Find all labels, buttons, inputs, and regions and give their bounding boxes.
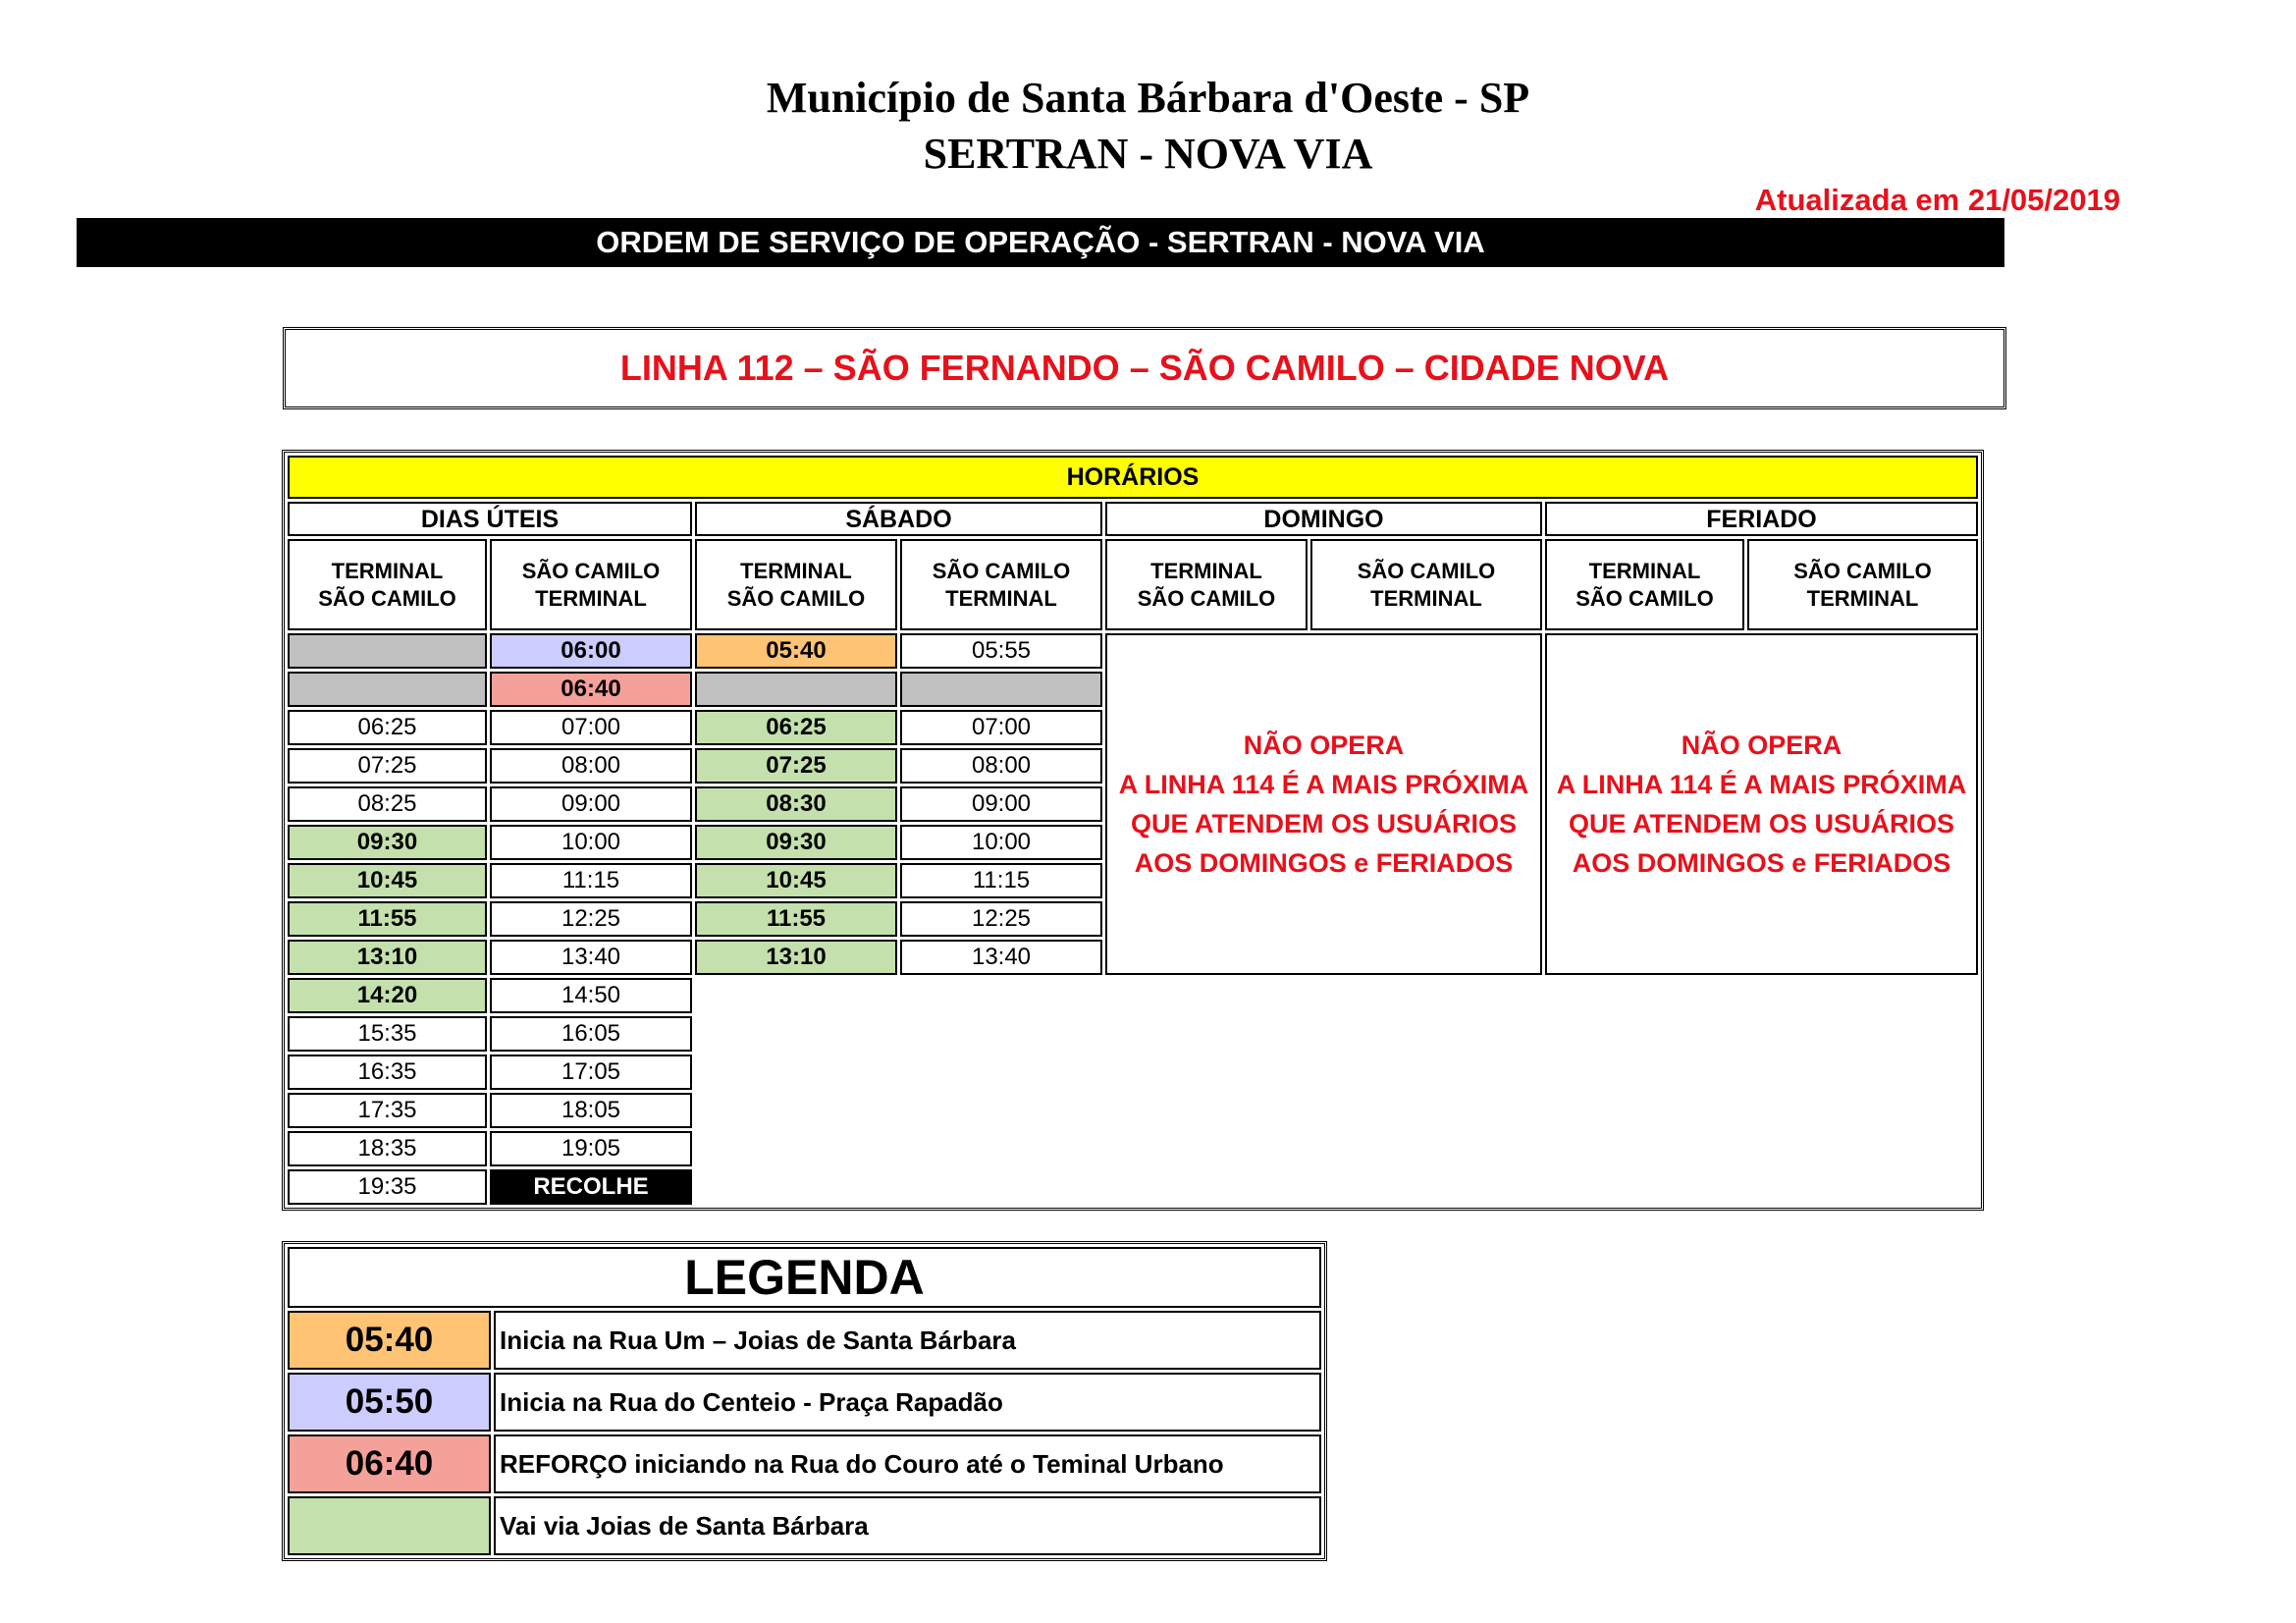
col-terminal-sao-camilo: TERMINAL SÃO CAMILO: [695, 539, 897, 630]
legend-row: [288, 1496, 1321, 1555]
time-cell: 15:35: [288, 1016, 487, 1052]
time-cell: 05:40: [695, 633, 897, 669]
legend-code: [288, 1496, 491, 1555]
time-cell: 09:30: [288, 825, 487, 860]
legend-description: Inicia na Rua do Centeio - Praça Rapadão: [494, 1373, 1321, 1432]
time-cell: 08:00: [900, 748, 1102, 784]
time-cell: [288, 633, 487, 669]
legend-code: 05:50: [288, 1373, 491, 1432]
time-cell: 06:25: [695, 710, 897, 745]
legend-row: [288, 1311, 1321, 1370]
legend-title: LEGENDA: [288, 1247, 1321, 1308]
time-cell: 11:55: [288, 901, 487, 937]
col-terminal-sao-camilo: TERMINAL SÃO CAMILO: [288, 539, 487, 630]
col-sao-camilo-terminal: SÃO CAMILO TERMINAL: [490, 539, 692, 630]
time-cell: 11:55: [695, 901, 897, 937]
time-cell: 06:00: [490, 633, 692, 669]
legend-description: REFORÇO iniciando na Rua do Couro até o Teminal Urbano: [494, 1434, 1321, 1493]
legend-code: 05:40: [288, 1311, 491, 1370]
legend-description: Inicia na Rua Um – Joias de Santa Bárbara: [494, 1311, 1321, 1370]
table-row: [288, 1093, 1978, 1128]
col-sao-camilo-terminal: SÃO CAMILO TERMINAL: [1747, 539, 1978, 630]
table-row: [288, 1055, 1978, 1090]
municipality-title: Município de Santa Bárbara d'Oeste - SP: [766, 74, 1530, 122]
time-cell: 19:05: [490, 1131, 692, 1166]
time-cell: 07:25: [288, 748, 487, 784]
time-cell: 08:25: [288, 786, 487, 822]
time-cell: 10:00: [900, 825, 1102, 860]
time-cell: 09:00: [490, 786, 692, 822]
day-sunday: DOMINGO: [1105, 502, 1542, 536]
time-cell: 14:20: [288, 978, 487, 1013]
day-holiday: FERIADO: [1545, 502, 1978, 536]
col-sao-camilo-terminal: SÃO CAMILO TERMINAL: [900, 539, 1102, 630]
time-cell: 11:15: [900, 863, 1102, 898]
time-cell: 10:00: [490, 825, 692, 860]
day-weekdays: DIAS ÚTEIS: [288, 502, 692, 536]
time-cell: 18:05: [490, 1093, 692, 1128]
recolhe-cell: RECOLHE: [490, 1169, 692, 1205]
time-cell: 12:25: [490, 901, 692, 937]
time-cell: 13:40: [900, 940, 1102, 975]
legend-row: [288, 1373, 1321, 1432]
time-cell: 13:10: [695, 940, 897, 975]
day-saturday: SÁBADO: [695, 502, 1102, 536]
schedule-header: HORÁRIOS: [288, 456, 1978, 499]
time-cell: 10:45: [695, 863, 897, 898]
updated-date: Atualizada em 21/05/2019: [1754, 183, 2120, 217]
time-cell: 08:30: [695, 786, 897, 822]
time-cell: [900, 672, 1102, 707]
legend-description: Vai via Joias de Santa Bárbara: [494, 1496, 1321, 1555]
time-cell: 10:45: [288, 863, 487, 898]
line-title: LINHA 112 – SÃO FERNANDO – SÃO CAMILO – CIDADE NOVA: [619, 348, 1670, 388]
table-row: [288, 1169, 1978, 1205]
time-cell: 05:55: [900, 633, 1102, 669]
company-title: SERTRAN - NOVA VIA: [923, 130, 1373, 178]
time-cell: 06:25: [288, 710, 487, 745]
table-row: [288, 1131, 1978, 1166]
holiday-not-operating: NÃO OPERA A LINHA 114 É A MAIS PRÓXIMA QUE ATENDEM OS USUÁRIOS AOS DOMINGOS e FERIADOS: [1545, 633, 1978, 975]
time-cell: 18:35: [288, 1131, 487, 1166]
time-cell: 09:30: [695, 825, 897, 860]
time-cell: 06:40: [490, 672, 692, 707]
line-title-box: [283, 327, 2006, 409]
time-cell: 12:25: [900, 901, 1102, 937]
time-cell: 17:05: [490, 1055, 692, 1090]
time-cell: 07:25: [695, 748, 897, 784]
legend-table: [282, 1241, 1327, 1561]
time-cell: [288, 672, 487, 707]
time-cell: 07:00: [490, 710, 692, 745]
table-row: [288, 1016, 1978, 1052]
time-cell: 16:35: [288, 1055, 487, 1090]
time-cell: 07:00: [900, 710, 1102, 745]
sunday-not-operating: NÃO OPERA A LINHA 114 É A MAIS PRÓXIMA QUE ATENDEM OS USUÁRIOS AOS DOMINGOS e FERIADOS: [1105, 633, 1542, 975]
table-row: [288, 978, 1978, 1013]
time-cell: 09:00: [900, 786, 1102, 822]
legend-row: [288, 1434, 1321, 1493]
time-cell: 19:35: [288, 1169, 487, 1205]
time-cell: [695, 672, 897, 707]
time-cell: 17:35: [288, 1093, 487, 1128]
time-cell: 13:40: [490, 940, 692, 975]
service-order-banner: ORDEM DE SERVIÇO DE OPERAÇÃO - SERTRAN - NOVA VIA: [77, 218, 2004, 267]
time-cell: 11:15: [490, 863, 692, 898]
time-cell: 13:10: [288, 940, 487, 975]
col-terminal-sao-camilo: TERMINAL SÃO CAMILO: [1105, 539, 1308, 630]
col-sao-camilo-terminal: SÃO CAMILO TERMINAL: [1310, 539, 1542, 630]
legend-code: 06:40: [288, 1434, 491, 1493]
schedule-table: [282, 450, 1984, 1211]
time-cell: 14:50: [490, 978, 692, 1013]
time-cell: 08:00: [490, 748, 692, 784]
time-cell: 16:05: [490, 1016, 692, 1052]
table-row: [288, 633, 1978, 669]
col-terminal-sao-camilo: TERMINAL SÃO CAMILO: [1545, 539, 1744, 630]
